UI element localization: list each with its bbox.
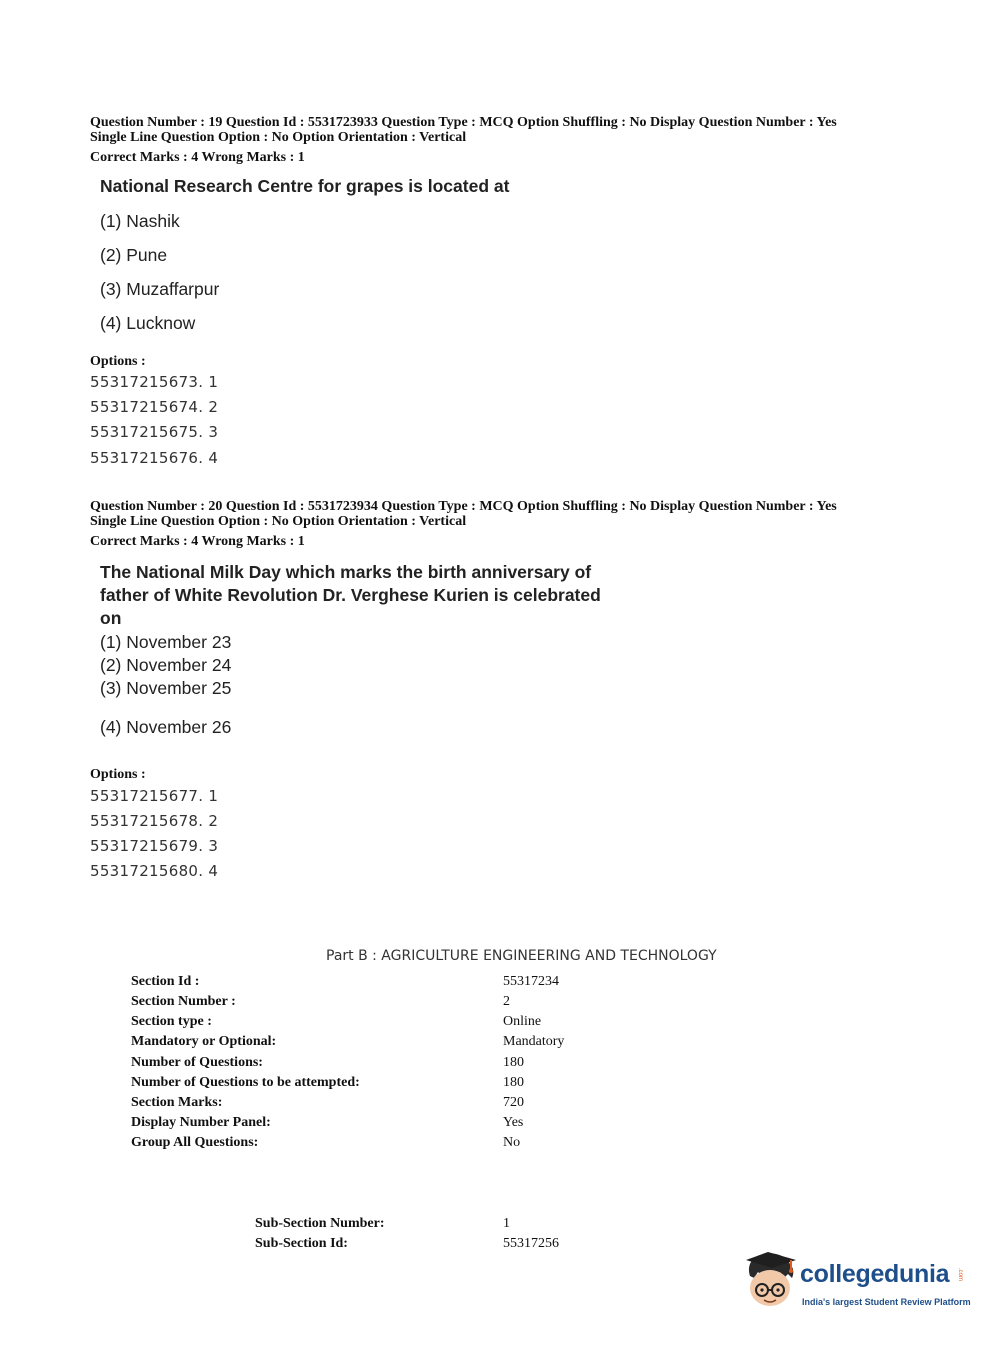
part-title: Part B : AGRICULTURE ENGINEERING AND TECHNOLOGY — [326, 948, 717, 964]
question-text: The National Milk Day which marks the birth anniversary of — [100, 562, 592, 582]
option-id: 55317215677. 1 — [90, 787, 219, 805]
question-option: (3) November 25 — [100, 678, 232, 698]
sub-section-label: Sub-Section Id: — [255, 1236, 348, 1251]
section-value: Yes — [503, 1115, 524, 1130]
section-value: 720 — [503, 1095, 524, 1110]
question-meta-line2: Single Line Question Option : No Option Orientation : Vertical — [90, 130, 467, 145]
sub-section-value: 1 — [503, 1216, 510, 1231]
question-option: (2) November 24 — [100, 655, 232, 675]
option-id: 55317215678. 2 — [90, 812, 219, 830]
section-label: Group All Questions: — [131, 1135, 259, 1150]
collegedunia-logo — [742, 1248, 972, 1318]
section-label: Number of Questions: — [131, 1055, 263, 1070]
question-option: (1) Nashik — [100, 211, 180, 231]
section-value: Mandatory — [503, 1034, 565, 1049]
brand-tagline: India's largest Student Review Platform — [802, 1297, 971, 1307]
question-option: (4) Lucknow — [100, 313, 196, 333]
question-text: father of White Revolution Dr. Verghese Kurien is celebrated — [100, 585, 601, 605]
question-meta-line1: Question Number : 19 Question Id : 5531723933 Question Type : MCQ Option Shuffling : No Display Question Number : Yes — [90, 115, 837, 130]
section-value: 180 — [503, 1055, 524, 1070]
question-option: (4) November 26 — [100, 717, 232, 737]
section-value: Online — [503, 1014, 542, 1029]
question-text: on — [100, 608, 122, 628]
sub-section-value: 55317256 — [503, 1236, 559, 1251]
question-option: (1) November 23 — [100, 632, 232, 652]
brand-suffix: .com — [957, 1268, 963, 1282]
option-id: 55317215673. 1 — [90, 373, 219, 391]
option-id: 55317215676. 4 — [90, 449, 219, 467]
question-option: (3) Muzaffarpur — [100, 279, 220, 299]
sub-section-label: Sub-Section Number: — [255, 1216, 385, 1231]
option-id: 55317215675. 3 — [90, 423, 219, 441]
options-label: Options : — [90, 767, 146, 782]
section-value: No — [503, 1135, 521, 1150]
question-marks: Correct Marks : 4 Wrong Marks : 1 — [90, 150, 305, 165]
question-meta-line2: Single Line Question Option : No Option Orientation : Vertical — [90, 514, 467, 529]
option-id: 55317215680. 4 — [90, 862, 219, 880]
question-marks: Correct Marks : 4 Wrong Marks : 1 — [90, 534, 305, 549]
question-meta-line1: Question Number : 20 Question Id : 5531723934 Question Type : MCQ Option Shuffling : No Display Question Number : Yes — [90, 499, 837, 514]
brand-name: collegedunia — [800, 1260, 950, 1288]
section-value: 55317234 — [503, 974, 559, 989]
options-label: Options : — [90, 354, 146, 369]
section-label: Mandatory or Optional: — [131, 1034, 277, 1049]
section-label: Section Marks: — [131, 1095, 223, 1110]
option-id: 55317215674. 2 — [90, 398, 219, 416]
mascot-icon — [742, 1248, 802, 1314]
option-id: 55317215679. 3 — [90, 837, 219, 855]
section-value: 180 — [503, 1075, 524, 1090]
question-text: National Research Centre for grapes is located at — [100, 176, 510, 196]
section-label: Display Number Panel: — [131, 1115, 271, 1130]
question-option: (2) Pune — [100, 245, 168, 265]
section-label: Number of Questions to be attempted: — [131, 1075, 360, 1090]
section-label: Section type : — [131, 1014, 212, 1029]
section-label: Section Id : — [131, 974, 200, 989]
section-label: Section Number : — [131, 994, 236, 1009]
section-value: 2 — [503, 994, 510, 1009]
